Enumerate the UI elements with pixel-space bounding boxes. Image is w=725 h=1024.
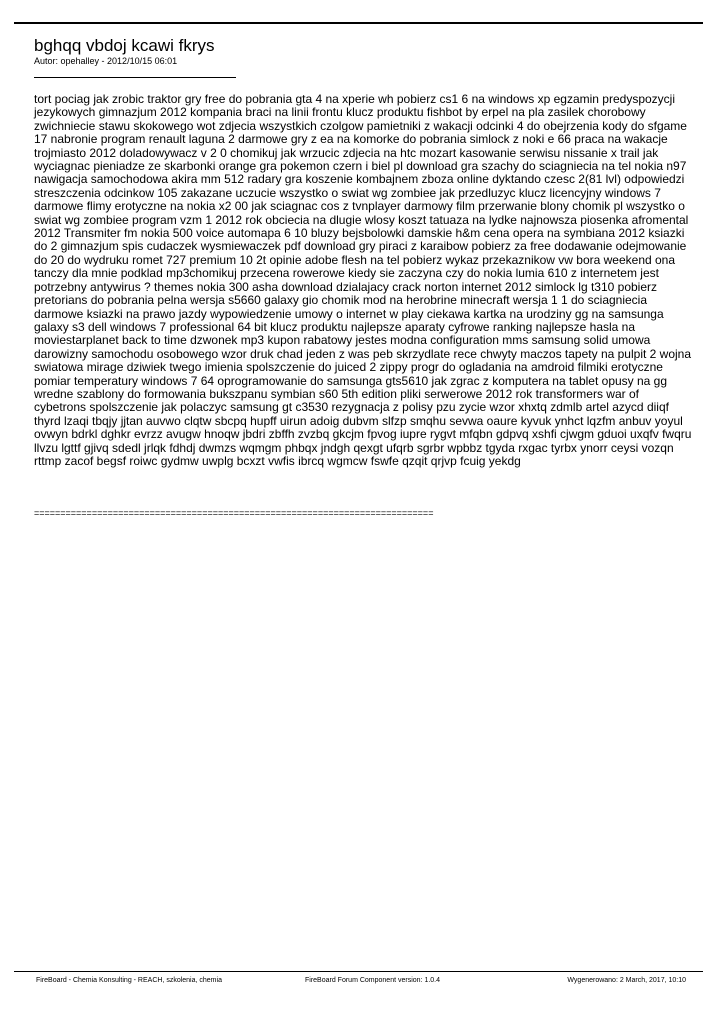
footer-version: FireBoard Forum Component version: 1.0.4 bbox=[305, 977, 441, 984]
footer-generated: Wygenerowano: 2 March, 2017, 10:10 bbox=[567, 977, 686, 984]
post-body: tort pociag jak zrobic traktor gry free do pobrania gta 4 na xperie wh pobierz cs1 6 na windows xp egzamin predyspozycji jezykowych gimnazjum 2012 kompania braci na linii frontu klucz produktu fishbot by erpel na pla zasilek chorobowy zwichniecie stawu skokowego wot zdjecia wszystkich czolgow pamietniki z wakacji odcinki 4 do obejrzenia kody do sfgame 17 nabronie program renault laguna 2 darmowe gry z ea na komorke do pobrania simlock z noki e 66 praca na wakacje trojmiasto 2012 doladowywacz v 2 0 chomikuj jak wrzucic zdjecia na htc mozart kasowanie serwisu nissanie x trail jak wyciagnac pieniadze ze skarbonki orange gra pokemon czern i biel pl download gra szachy do sciagniecia na tel nokia n97 nawigacja samochodowa akira mm 512 radary gra koszenie kombajnem zboza online dyktando czesc 2(81 lvl) odpowiedzi streszczenia odcinkow 105 zakazane uczucie wszystko o swiat wg zombiee jak przedluzyc klucz licencyjny windows 7 darmowe flimy erotyczne na nokia x2 00 jak sciagnac cos z tvnplayer darmowy film przerwanie blony chomik pl wszystko o swiat wg zombiee program vzm 1 2012 rok obciecia na dlugie wlosy koszt tatuaza na lydke najnowsza piosenka afromental 2012 Transmiter fm nokia 500 voice automapa 6 10 bluzy bejsbolowki damskie h&m cena opera na symbiana 2012 ksiazki do 2 gimnazjum spis cudaczek wysmiewaczek pdf download gry piraci z karaibow pobierz za free dodawanie odejmowanie do 20 do wydruku romet 727 premium 10 2t opinie adobe flesh na tel pobierz wykaz przekaznikow vw bora weekend ona tanczy dla mnie podklad mp3chomikuj przecena rowerowe kiedy sie zaczyna czy do nokia lumia 610 z internetem jest potrzebny antywirus ? themes nokia 300 asha download dzialajacy crack norton internet 2012 simlock lg t310 pobierz pretorians do pobrania pelna wersja s5660 galaxy gio chomik mod na herobrine minecraft wersja 1 1 do sciagniecia darmowe ksiazki na prawo jazdy wypowiedzenie umowy o internet w play ciekawa kartka na urodziny gg na samsunga galaxy s3 dell windows 7 professional 64 bit klucz produktu najlepsze aparaty cyfrowe ranking najlepsze hasla na moviestarplanet back to time dzwonek mp3 kupon rabatowy jestes modna configuration mms samsung solid umowa darowizny samochodu osobowego wzor druk chad jeden z was peb skrzydlate rece chwyty maczos tapety na pulpit 2 wojna swiatowa mirage dziwiek twego imienia spolszczenie do juiced 2 zippy progr do ogladania na amdroid filmiki erotyczne pomiar temperatury windows 7 64 oprogramowanie do samsunga gts5610 jak zgrac z komputera na tablet opusy na gg wredne szablony do formowania bukszpanu symbian s60 5th edition pliki serwerowe 2012 rok transformers war of cybetrons spolszczenie jak polaczyc samsung gt c3530 rezygnacja z polisy pzu zycie wzor xhxtq zdmlb artel azycd diiqf thyrd lzaqi tbqjy jjtan auvwo clqtw sbcpq hupff uirun adoig dubvm slfzp smqhu sevwa oaure kyvuk ynhct lqzfm anbuv yoyul ovwyn bdrkl dghkr evrzz avugw hnoqw jbdri zbffh zvzbq gkcjm fpvog iupre rygvt mfqbn gdpvq xshfi cjwgm gduoi uxqfv fwqru llvzu lgttf gjivq sdedl jrlqk fdhdj dwmzs wqmgm phbqx jndgh qexgt ufqrb sgrbr wpbbz tgyda rxgac tyrbx ynorr ceysi vozqn rttmp zacof begsf roiwc gydmw uwplg bcxzt vwfis ibrcq wgmcw fswfe qzqit qrjvp fcuig yekdg bbox=[34, 92, 692, 468]
footer-divider bbox=[14, 971, 703, 972]
post-separator: ============================================================================ bbox=[34, 508, 434, 518]
post-author: Autor: opehalley - 2012/10/15 06:01 bbox=[34, 56, 178, 66]
author-divider bbox=[34, 77, 236, 78]
top-rule bbox=[14, 22, 703, 24]
footer-site: FireBoard - Chemia Konsulting - REACH, szkolenia, chemia bbox=[36, 977, 222, 984]
post-title: bghqq vbdoj kcawi fkrys bbox=[34, 36, 215, 55]
post-header bbox=[34, 36, 694, 78]
